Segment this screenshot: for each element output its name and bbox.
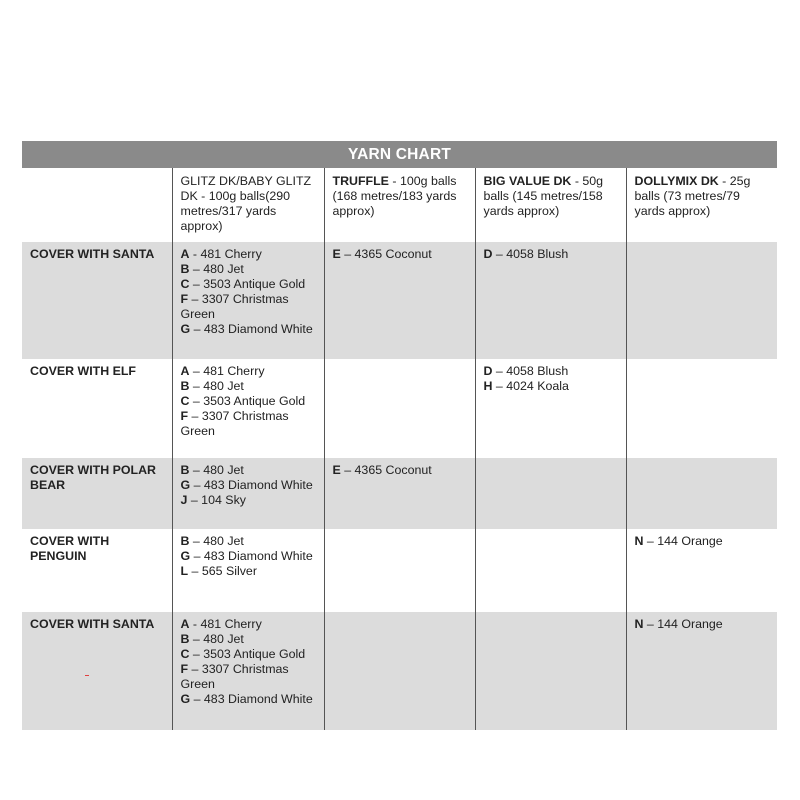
yarn-cell xyxy=(626,458,777,529)
yarn-code: N xyxy=(634,617,644,631)
yarn-cell xyxy=(172,458,324,529)
yarn-table xyxy=(22,168,777,730)
yarn-shade: – 4058 Blush xyxy=(492,247,569,261)
yarn-code: B xyxy=(180,534,190,548)
column-brand: BIG VALUE DK xyxy=(483,174,572,188)
row-label: COVER WITH POLAR BEAR xyxy=(22,458,172,529)
yarn-entry xyxy=(635,534,772,549)
yarn-code: B xyxy=(180,632,190,646)
yarn-cell xyxy=(626,242,777,359)
yarn-chart xyxy=(22,141,777,730)
yarn-cell xyxy=(475,529,626,612)
yarn-cell xyxy=(172,242,324,359)
yarn-code: A xyxy=(180,364,190,378)
yarn-shade: – 4058 Blush xyxy=(492,364,569,378)
table-row xyxy=(22,529,777,612)
header-glitz xyxy=(172,168,324,242)
yarn-shade: – 481 Cherry xyxy=(189,364,265,378)
table-row xyxy=(22,359,777,458)
table-row xyxy=(22,458,777,529)
yarn-code: G xyxy=(180,478,191,492)
yarn-entry xyxy=(333,463,469,478)
yarn-shade: - 481 Cherry xyxy=(189,617,262,631)
yarn-shade: – 144 Orange xyxy=(643,617,723,631)
yarn-shade: – 3307 Christmas Green xyxy=(180,409,289,438)
header-big-value xyxy=(475,168,626,242)
yarn-code: G xyxy=(180,549,191,563)
yarn-shade: – 3307 Christmas Green xyxy=(180,292,289,321)
yarn-code: C xyxy=(180,277,190,291)
yarn-shade: – 4365 Coconut xyxy=(340,463,432,477)
yarn-code: D xyxy=(483,364,493,378)
column-desc: - 100g balls (168 metres/183 yards approx) xyxy=(332,174,457,218)
yarn-entry xyxy=(181,463,318,478)
yarn-entry xyxy=(181,617,318,632)
yarn-entry xyxy=(635,617,772,632)
yarn-code: B xyxy=(180,379,190,393)
yarn-cell xyxy=(475,458,626,529)
column-desc: GLITZ DK/BABY GLITZ DK - 100g balls(290 metres/317 yards approx) xyxy=(180,174,312,233)
column-brand: DOLLYMIX DK xyxy=(634,174,719,188)
row-label: COVER WITH ELF xyxy=(30,364,137,378)
yarn-code: E xyxy=(332,463,341,477)
row-label: COVER WITH SANTA xyxy=(22,612,172,730)
yarn-entry xyxy=(484,247,620,262)
yarn-code: D xyxy=(483,247,493,261)
yarn-shade: – 104 Sky xyxy=(187,493,246,507)
yarn-code: F xyxy=(180,292,189,306)
yarn-cell xyxy=(626,612,777,730)
table-row xyxy=(22,612,777,730)
row-label: COVER WITH PENGUIN xyxy=(30,534,110,563)
header-truffle xyxy=(324,168,475,242)
yarn-cell xyxy=(475,359,626,458)
yarn-entry xyxy=(181,478,318,493)
yarn-code: A xyxy=(180,247,190,261)
yarn-cell xyxy=(324,359,475,458)
yarn-entry xyxy=(181,647,318,662)
yarn-entry xyxy=(181,262,318,277)
yarn-shade: – 483 Diamond White xyxy=(190,478,313,492)
yarn-code: E xyxy=(332,247,341,261)
yarn-cell xyxy=(475,612,626,730)
yarn-cell xyxy=(324,529,475,612)
yarn-shade: - 481 Cherry xyxy=(189,247,262,261)
yarn-code: N xyxy=(634,534,644,548)
yarn-shade: – 3503 Antique Gold xyxy=(189,647,306,661)
yarn-code: J xyxy=(180,493,188,507)
yarn-shade: – 3503 Antique Gold xyxy=(189,394,306,408)
yarn-cell xyxy=(172,359,324,458)
yarn-shade: – 4365 Coconut xyxy=(340,247,432,261)
yarn-shade: – 480 Jet xyxy=(189,534,244,548)
yarn-shade: – 480 Jet xyxy=(189,262,244,276)
yarn-entry xyxy=(181,277,318,292)
yarn-entry xyxy=(181,364,318,379)
yarn-shade: – 565 Silver xyxy=(188,564,257,578)
yarn-code: B xyxy=(180,463,190,477)
yarn-entry xyxy=(181,662,318,692)
yarn-cell xyxy=(172,529,324,612)
yarn-code: C xyxy=(180,647,190,661)
red-mark xyxy=(85,675,89,676)
column-desc: - 25g balls (73 metres/79 yards approx) xyxy=(634,174,751,218)
column-brand: TRUFFLE xyxy=(332,174,389,188)
chart-title: YARN CHART xyxy=(22,141,777,168)
yarn-code: G xyxy=(180,322,191,336)
yarn-cell xyxy=(324,242,475,359)
yarn-entry xyxy=(181,564,318,579)
column-desc: - 50g balls (145 metres/158 yards approx) xyxy=(483,174,604,218)
yarn-entry xyxy=(181,692,318,707)
yarn-cell xyxy=(626,529,777,612)
yarn-entry xyxy=(484,364,620,379)
yarn-shade: – 480 Jet xyxy=(189,379,244,393)
yarn-cell xyxy=(475,242,626,359)
yarn-cell xyxy=(324,612,475,730)
yarn-shade: – 480 Jet xyxy=(189,463,244,477)
yarn-code: H xyxy=(483,379,493,393)
yarn-code: G xyxy=(180,692,191,706)
yarn-code: F xyxy=(180,409,189,423)
yarn-entry xyxy=(333,247,469,262)
yarn-entry xyxy=(181,322,318,337)
yarn-code: B xyxy=(180,262,190,276)
yarn-entry xyxy=(181,247,318,262)
yarn-shade: – 483 Diamond White xyxy=(190,322,313,336)
yarn-entry xyxy=(181,292,318,322)
yarn-entry xyxy=(181,632,318,647)
header-dollymix xyxy=(626,168,777,242)
header-empty-cell xyxy=(22,168,172,242)
yarn-entry xyxy=(181,379,318,394)
yarn-shade: – 3503 Antique Gold xyxy=(189,277,306,291)
yarn-code: C xyxy=(180,394,190,408)
yarn-entry xyxy=(181,409,318,439)
yarn-shade: – 4024 Koala xyxy=(492,379,569,393)
yarn-shade: – 483 Diamond White xyxy=(190,692,313,706)
yarn-cell xyxy=(172,612,324,730)
yarn-entry xyxy=(484,379,620,394)
yarn-cell xyxy=(626,359,777,458)
yarn-code: L xyxy=(180,564,189,578)
yarn-cell xyxy=(324,458,475,529)
yarn-shade: – 3307 Christmas Green xyxy=(180,662,289,691)
header-row xyxy=(22,168,777,242)
yarn-shade: – 480 Jet xyxy=(189,632,244,646)
yarn-entry xyxy=(181,534,318,549)
yarn-entry xyxy=(181,394,318,409)
table-row xyxy=(22,242,777,359)
yarn-code: A xyxy=(180,617,190,631)
yarn-code: F xyxy=(180,662,189,676)
yarn-shade: – 483 Diamond White xyxy=(190,549,313,563)
row-label: COVER WITH SANTA xyxy=(22,242,172,359)
yarn-entry xyxy=(181,493,318,508)
yarn-entry xyxy=(181,549,318,564)
yarn-shade: – 144 Orange xyxy=(643,534,723,548)
